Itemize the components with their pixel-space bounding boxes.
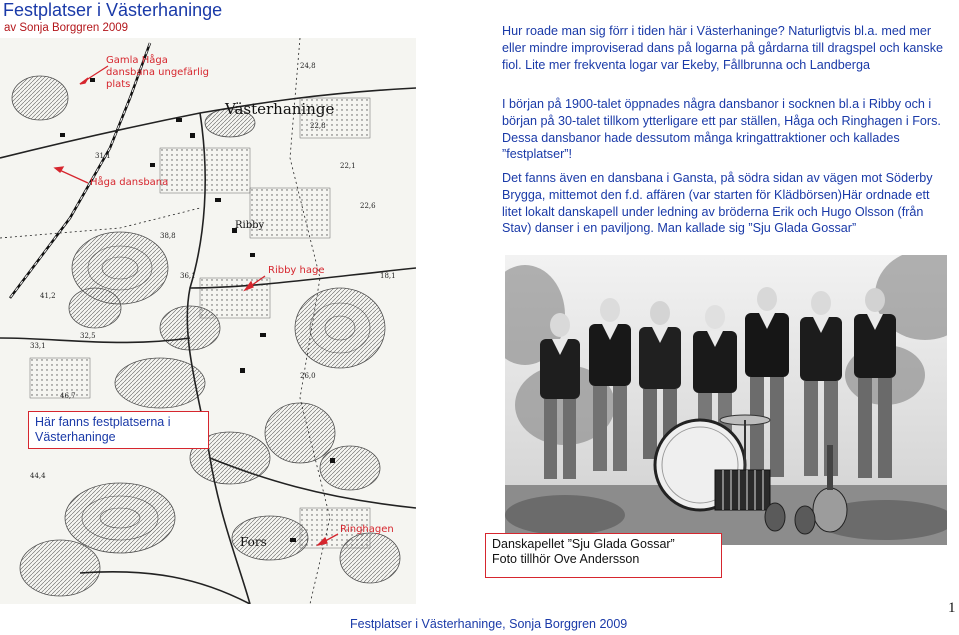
- photo-caption: [485, 533, 722, 578]
- svg-text:41,2: 41,2: [40, 292, 56, 300]
- historic-map: [0, 38, 416, 604]
- photo-caption-title: Danskapellet ”Sju Glada Gossar”: [492, 537, 675, 551]
- svg-text:22,8: 22,8: [310, 122, 326, 130]
- haga-dansbana-label: Håga dansbana: [90, 177, 169, 188]
- svg-text:33,1: 33,1: [30, 342, 46, 350]
- photo-caption-credit: Foto tillhör Ove Andersson: [492, 552, 640, 566]
- band-photo: [505, 255, 947, 545]
- band-photo-drawing: [505, 255, 947, 545]
- page-title: Festplatser i Västerhaninge: [3, 0, 223, 20]
- svg-text:22,6: 22,6: [360, 202, 376, 210]
- page-footer: Festplatser i Västerhaninge, Sonja Borggren 2009: [350, 617, 628, 631]
- svg-text:26,0: 26,0: [300, 372, 316, 380]
- svg-text:38,8: 38,8: [160, 232, 176, 240]
- svg-text:22,1: 22,1: [340, 162, 356, 170]
- ribby-hage-label: Ribby hage: [268, 265, 325, 276]
- intro-paragraph: Hur roade man sig förr i tiden här i Västerhaninge? Naturligtvis bl.a. med mer eller mindre improviserad dans på logarna på gårdarna till dragspel och kanske fiol. Lite mer frekventa logar var Ekeby, Fållbrunna och Landberga: [502, 24, 944, 72]
- fors-place: Fors: [240, 535, 267, 549]
- svg-text:46,7: 46,7: [60, 392, 76, 400]
- map-caption: Här fanns festplatserna i Västerhaninge: [28, 411, 209, 449]
- gansta-paragraph: Det fanns även en dansbana i Gansta, på södra sidan av vägen mot Söderby Brygga, mittemot den f.d. affären (var starten för Klädbörsen)Här ordnade ett litet lokalt danskapell under ledning av bröderna Erik och Hugo Olsson (från Stav) danser i en paviljong. Man kallade sig ”Sju Glada Gossar”: [502, 171, 933, 236]
- ribby-place: Ribby: [235, 220, 265, 231]
- dansbanor-paragraph: I början på 1900-talet öppnades några dansbanor i socknen bl.a i Ribby och i början på 30-talet tillkom ytterligare ett par ställen, Håga och Ringhagen i Fors. Dessa dansbanor hade dessutom många kringattraktioner och kallades ”festplatser”!: [502, 97, 941, 162]
- vasterhaninge-place: Västerhaninge: [225, 100, 335, 118]
- page-number: 1: [948, 600, 956, 616]
- map-drawing: [0, 38, 416, 604]
- svg-text:18,1: 18,1: [380, 272, 396, 280]
- svg-text:31,1: 31,1: [95, 152, 111, 160]
- svg-text:36,1: 36,1: [180, 272, 196, 280]
- page-subtitle: av Sonja Borggren 2009: [4, 22, 129, 34]
- svg-text:32,5: 32,5: [80, 332, 96, 340]
- svg-text:44,4: 44,4: [30, 472, 46, 480]
- svg-text:24,8: 24,8: [300, 62, 316, 70]
- gamla-haga-label: Gamla Håga dansbana ungefärlig plats: [106, 55, 209, 90]
- ringhagen-label: Ringhagen: [340, 524, 394, 535]
